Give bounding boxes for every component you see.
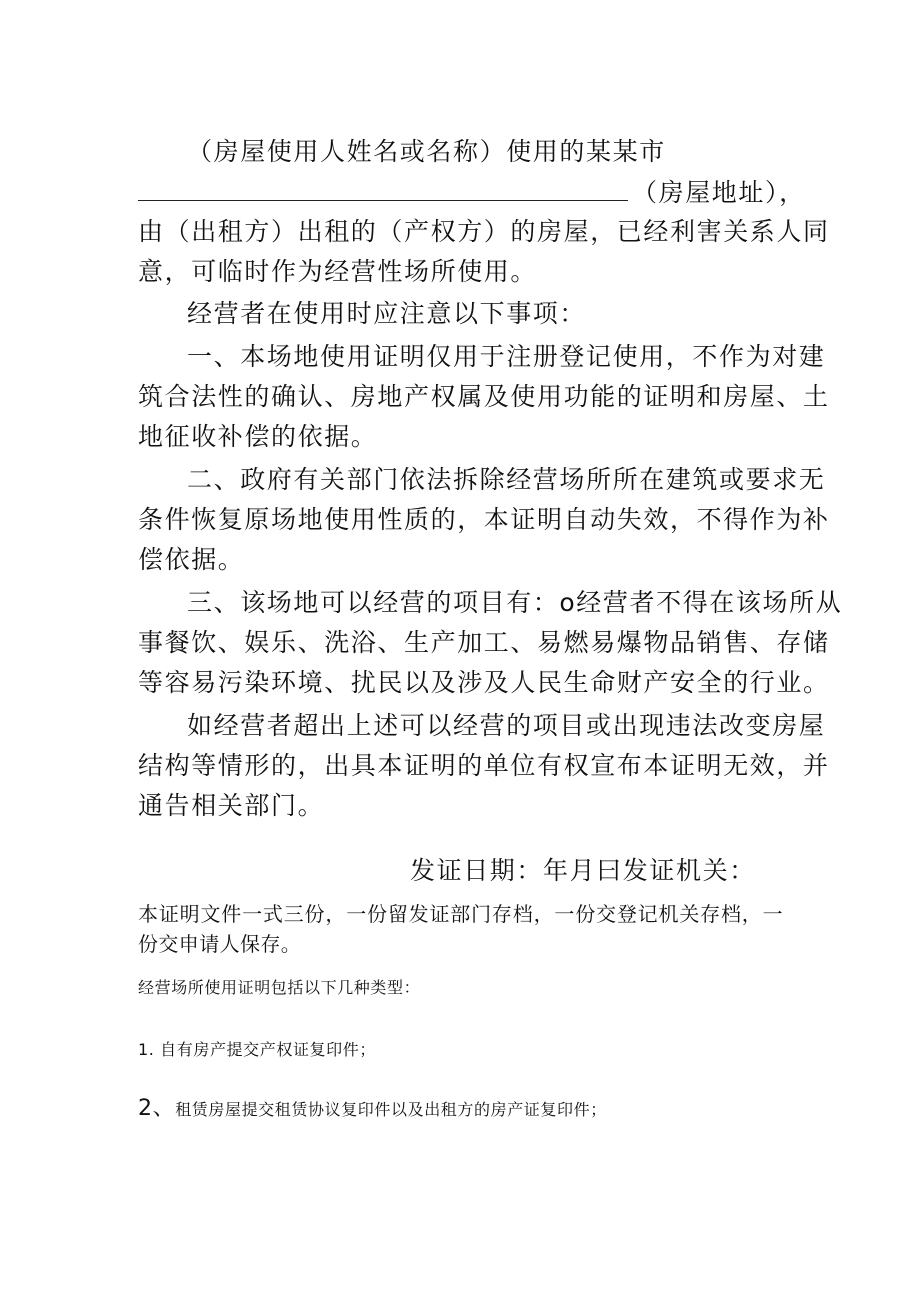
type-item-2-text: 租赁房屋提交租赁协议复印件以及出租方的房产证复印件； [175,1100,607,1119]
type-item-1 [138,1037,376,1063]
address-blank-line [138,174,628,201]
paragraph-4-line-2: 结构等情形的，出具本证明的单位有权宣布本证明无效，并 [138,751,830,780]
item-2-line-1: 二、政府有关部门依法拆除经营场所所在建筑或要求无 [187,465,826,494]
item-2-line-2: 条件恢复原场地使用性质的，本证明自动失效，不得作为补 [138,505,830,534]
paragraph-4-line-3: 通告相关部门。 [138,791,325,820]
type-item-2-number: 2、 [138,1096,176,1121]
item-1-line-3: 地征收补偿的依据。 [138,422,378,451]
types-intro: 经营场所使用证明包括以下几种类型： [138,978,421,997]
paragraph-4-line-1: 如经营者超出上述可以经营的项目或出现违法改变房屋 [187,711,826,740]
paragraph-1-line-3: 由（出租方）出租的（产权方）的房屋，已经利害关系人同 [138,217,830,246]
issue-date-authority-line: 发证日期：年月曰发证机关： [410,856,756,885]
address-label: （房屋地址）， [632,178,806,207]
item-3-line-1: 三、该场地可以经营的项目有：o经营者不得在该场所从 [187,588,843,617]
item-3-line-2: 事餐饮、娱乐、洗浴、生产加工、易燃易爆物品销售、存储 [138,628,830,657]
copies-note-line-2: 份交申请人保存。 [138,932,302,956]
type-item-1-number: 1. [138,1040,155,1059]
copies-note-line-1: 本证明文件一式三份，一份留发证部门存档，一份交登记机关存档，一 [138,902,783,926]
paragraph-1-line-1: （房屋使用人姓名或名称）使用的某某市 [187,137,666,166]
type-item-2 [138,1096,607,1123]
paragraph-2-line-1: 经营者在使用时应注意以下事项： [187,299,587,328]
item-2-line-3: 偿依据。 [138,545,245,574]
item-3-line-3: 等容易污染环境、扰民以及涉及人民生命财产安全的行业。 [138,668,830,697]
item-1-line-2: 筑合法性的确认、房地产权属及使用功能的证明和房屋、土 [138,382,830,411]
type-item-1-text: 自有房产提交产权证复印件； [160,1040,376,1059]
item-1-line-1: 一、本场地使用证明仅用于注册登记使用，不作为对建 [187,342,826,371]
paragraph-1-line-2 [138,174,806,211]
paragraph-1-line-4: 意，可临时作为经营性场所使用。 [138,257,538,286]
